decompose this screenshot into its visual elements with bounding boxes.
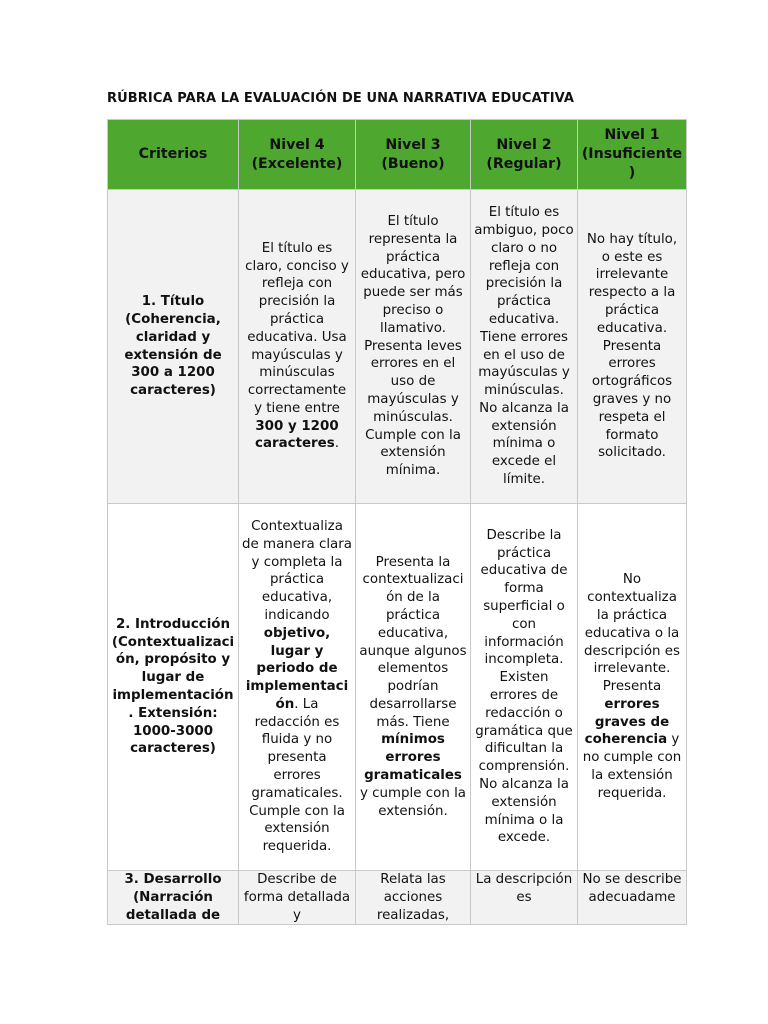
cell-text: . <box>334 436 339 452</box>
cell-text: y cumple con la extensión. <box>359 785 466 819</box>
header-nivel-3: Nivel 3 (Bueno) <box>356 120 471 190</box>
level-3-cell: El título representa la práctica educativa, pero puede ser más preciso o llamativo. Presenta leves errores en el uso de mayúsculas y minúsculas. Cumple con la extensión mínima. <box>356 190 471 504</box>
level-1-cell <box>578 504 687 871</box>
document-title: RÚBRICA PARA LA EVALUACIÓN DE UNA NARRATIVA EDUCATIVA <box>107 91 575 106</box>
criterion-cell: 2. Introducción (Contextualización, propósito y lugar de implementación. Extensión: 1000-3000 caracteres) <box>108 504 239 871</box>
cell-bold-text: mínimos errores gramaticales <box>364 732 462 784</box>
table-row <box>108 190 687 504</box>
cell-text: . La redacción es fluida y no presenta errores gramaticales. Cumple con la extensión requerida. <box>249 696 345 855</box>
cell-bold-text: objetivo, lugar y periodo de implementación <box>245 625 349 712</box>
table-row <box>108 871 687 925</box>
level-2-cell: Describe la práctica educativa de forma superficial o con información incompleta. Existen errores de redacción o gramática que dificultan la comprensión. No alcanza la extensión mínima o la excede. <box>471 504 578 871</box>
level-1-cell: No se describe adecuadame <box>578 871 687 925</box>
level-2-cell: El título es ambiguo, poco claro o no refleja con precisión la práctica educativa. Tiene errores en el uso de mayúsculas y minúsculas. No alcanza la extensión mínima o excede el límite. <box>471 190 578 504</box>
cell-text: Contextualiza de manera clara y completa la práctica educativa, indicando <box>242 518 352 623</box>
table-row <box>108 504 687 871</box>
level-4-cell <box>239 190 356 504</box>
level-1-cell: No hay título, o este es irrelevante respecto a la práctica educativa. Presenta errores ortográficos graves y no respeta el formato solicitado. <box>578 190 687 504</box>
cell-text: y no cumple con la extensión requerida. <box>582 732 682 801</box>
level-3-cell: Relata las acciones realizadas, <box>356 871 471 925</box>
level-4-cell: Describe de forma detallada y <box>239 871 356 925</box>
rubric-table <box>107 119 687 925</box>
cell-bold-text: errores graves de coherencia <box>584 696 670 748</box>
criterion-cell: 1. Título (Coherencia, claridad y extensión de 300 a 1200 caracteres) <box>108 190 239 504</box>
level-2-cell: La descripción es <box>471 871 578 925</box>
cell-text: El título es claro, conciso y refleja con precisión la práctica educativa. Usa mayúsculas y minúsculas correctamente y tiene entre <box>245 240 349 416</box>
level-4-cell <box>239 504 356 871</box>
cell-bold-text: 300 y 1200 caracteres <box>255 418 339 452</box>
header-nivel-2: Nivel 2 (Regular) <box>471 120 578 190</box>
table-header-row <box>108 120 687 190</box>
criterion-cell: 3. Desarrollo (Narración detallada de <box>108 871 239 925</box>
cell-text: Presenta la contextualización de la práctica educativa, aunque algunos elementos podrían desarrollarse más. Tiene <box>359 554 467 730</box>
cell-text: No contextualiza la práctica educativa o la descripción es irrelevante. Presenta <box>583 572 681 695</box>
header-nivel-4: Nivel 4 (Excelente) <box>239 120 356 190</box>
level-3-cell <box>356 504 471 871</box>
header-nivel-1: Nivel 1 (Insuficiente) <box>578 120 687 190</box>
header-criterios: Criterios <box>108 120 239 190</box>
